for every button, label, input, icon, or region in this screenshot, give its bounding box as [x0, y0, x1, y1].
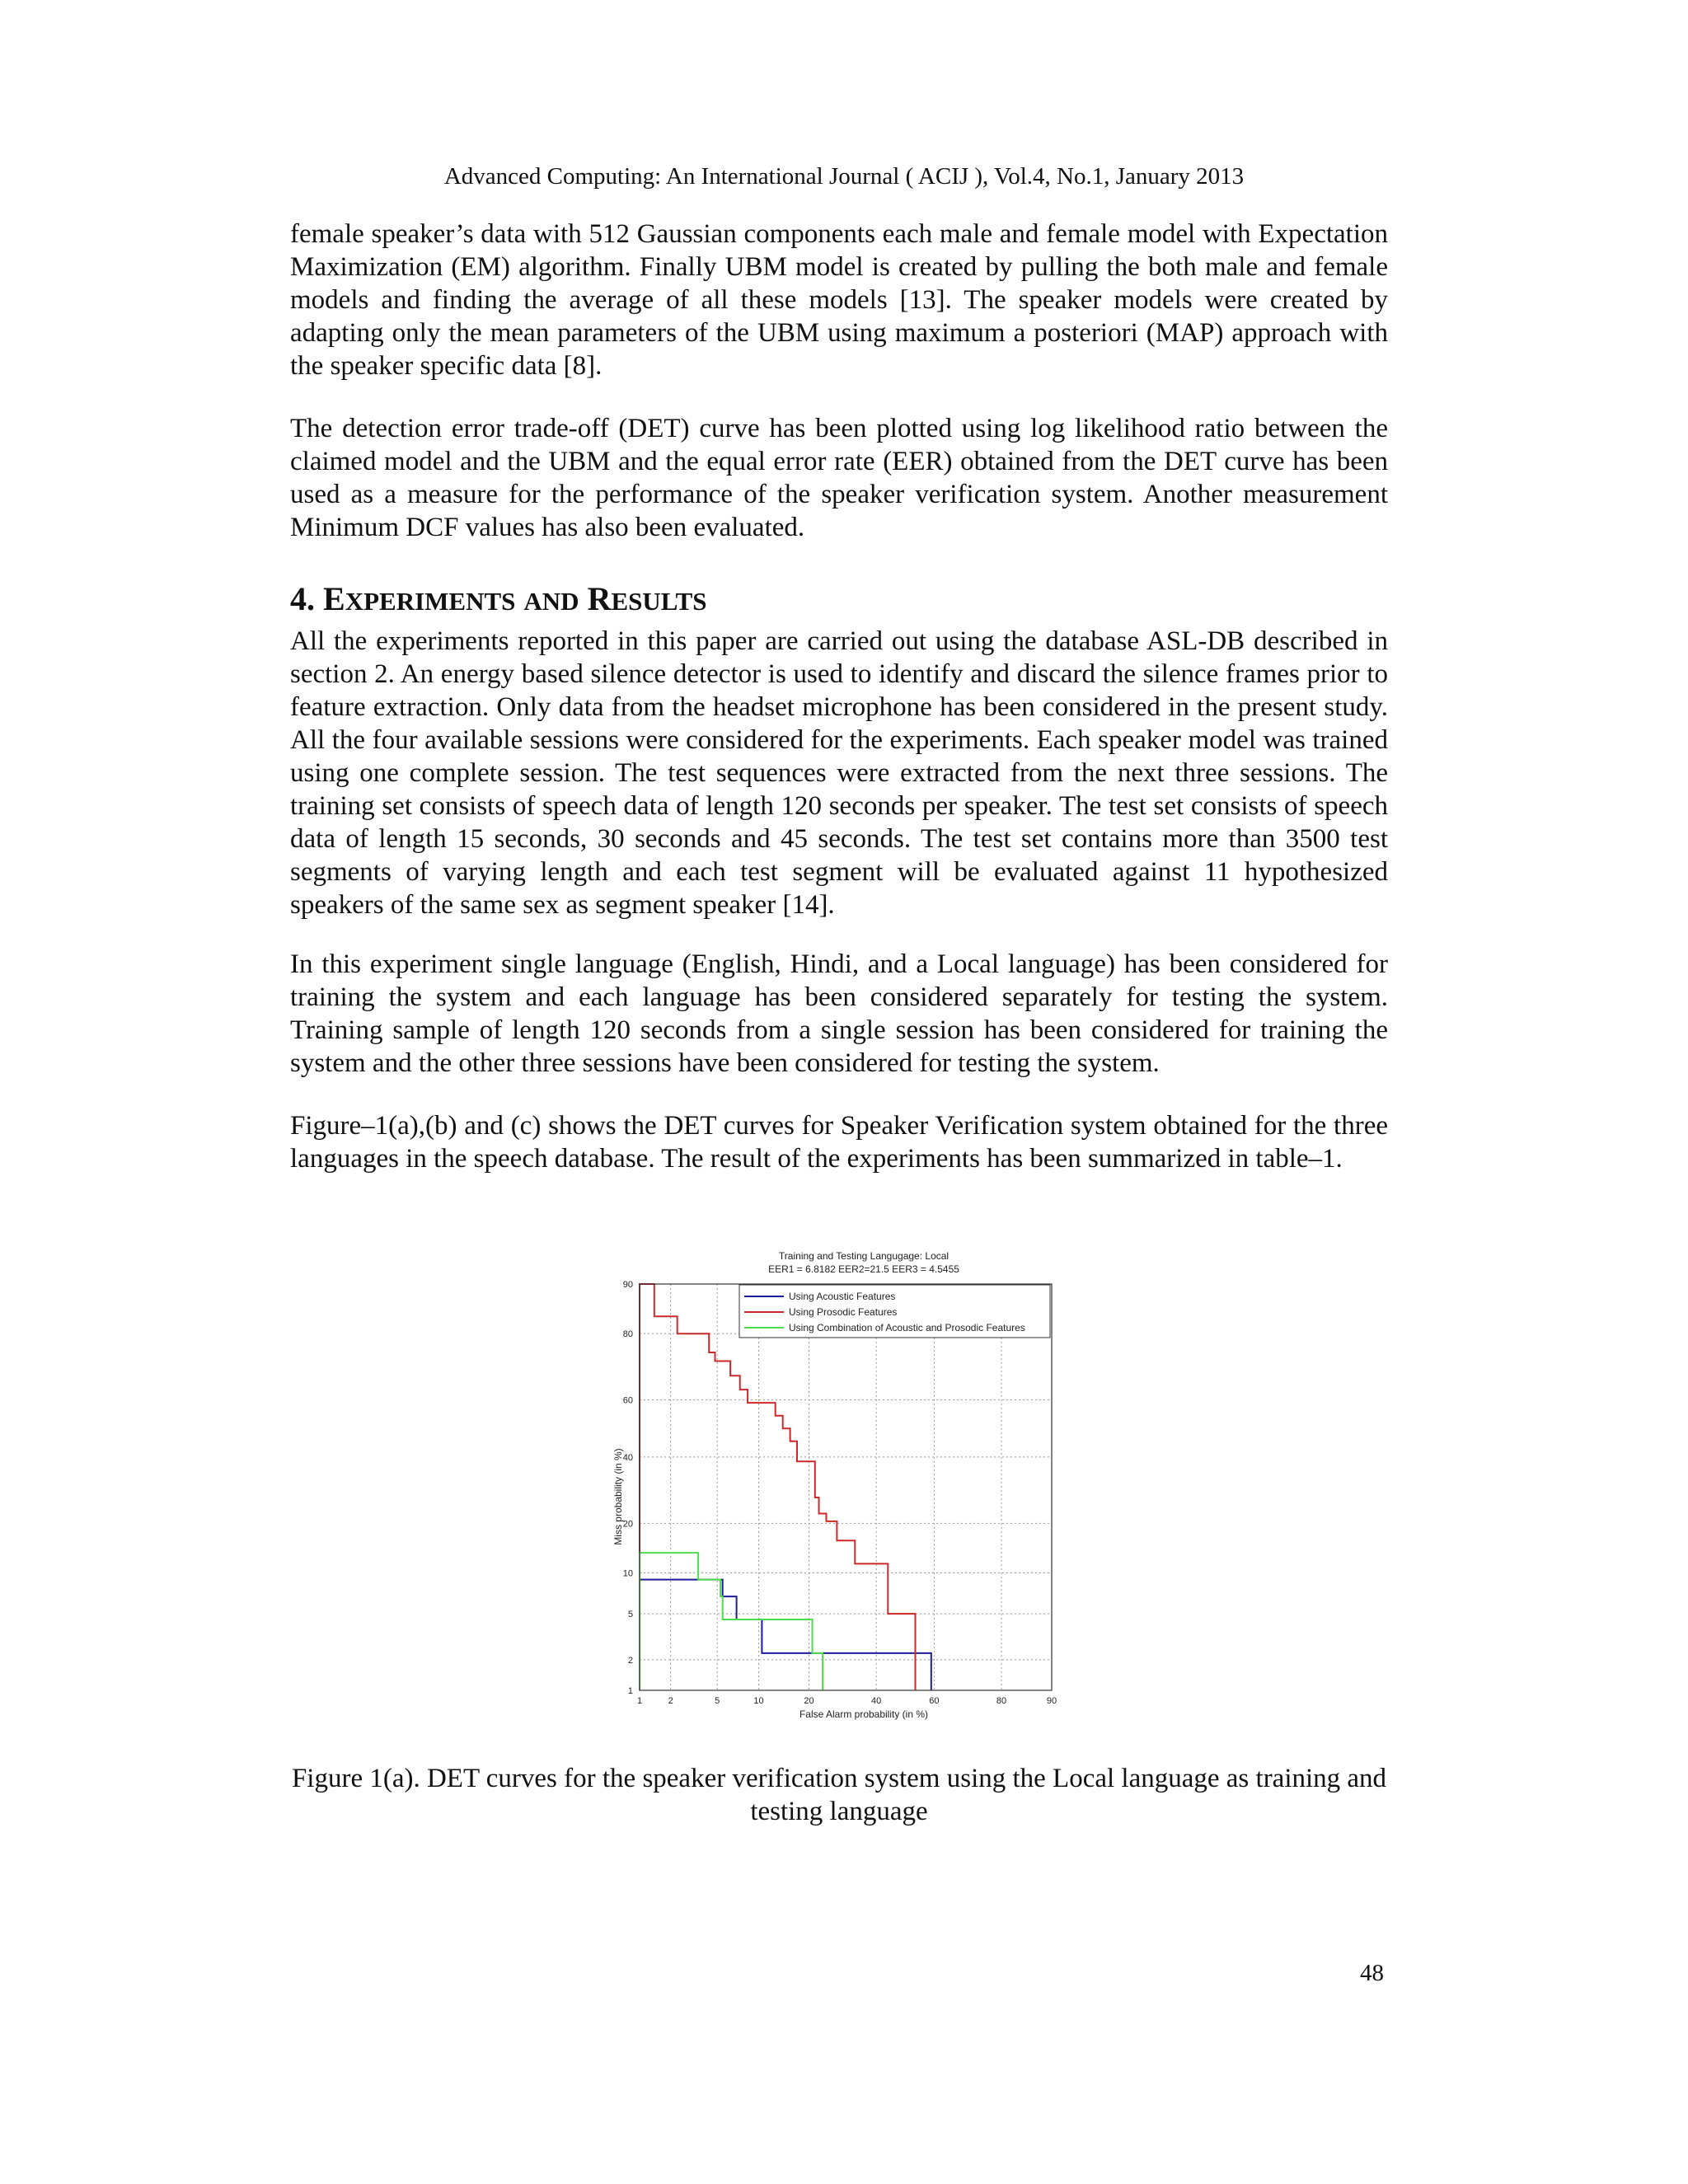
x-tick-label: 90	[1046, 1696, 1057, 1706]
figure-caption: Figure 1(a). DET curves for the speaker verification system using the Local language as training and testing language	[291, 1764, 1387, 1826]
y-tick-label: 20	[622, 1519, 633, 1530]
y-tick-label: 60	[622, 1395, 633, 1406]
y-tick-label: 5	[627, 1610, 633, 1620]
y-tick-label: 1	[627, 1686, 633, 1696]
x-tick-label: 80	[996, 1696, 1007, 1706]
paragraph-single-language	[290, 948, 1388, 1080]
y-tick-label: 40	[622, 1452, 633, 1463]
y-axis-label: Miss probability (in %)	[612, 1448, 624, 1545]
x-tick-label: 40	[871, 1696, 882, 1706]
y-tick-label: 80	[622, 1329, 633, 1340]
y-tick-label: 10	[622, 1568, 633, 1579]
paragraph-2: The detection error trade-off (DET) curve has been plotted using log likelihood ratio between the claimed model and the UBM and the equal error rate (EER) obtained from the DET curve has been used as a measure for the performance of the speaker verification system. Another measurement Minimum DCF values has also been evaluated.	[290, 414, 1388, 542]
x-axis-label: False Alarm probability (in %)	[799, 1708, 929, 1720]
paragraph-5: Figure–1(a),(b) and (c) shows the DET curves for Speaker Verification system obtained for the three languages in the speech database. The result of the experiments has been summarized in table–1.	[290, 1111, 1388, 1174]
x-tick-label: 5	[715, 1696, 720, 1706]
legend-label: Using Combination of Acoustic and Prosodic Features	[789, 1322, 1025, 1333]
paragraph-3: All the experiments reported in this paper are carried out using the database ASL-DB described in section 2. An energy based silence detector is used to identify and discard the silence frames prior to feature extraction. Only data from the headset microphone has been considered in the present study. All the four available sessions were considered for the experiments. Each speaker model was trained using one complete session. The test sequences were extracted from the next three sessions. The training set consists of speech data of length 120 seconds per speaker. The test set consists of speech data of length 15 seconds, 30 seconds and 45 seconds. The test set contains more than 3500 test segments of varying length and each test segment will be evaluated against 11 hypothesized speakers of the same sex as segment speaker [14].	[290, 626, 1388, 920]
y-tick-label: 2	[627, 1655, 633, 1666]
paragraph-figure-ref	[290, 1109, 1388, 1175]
section-heading: 4. EXPERIMENTS AND RESULTS	[290, 580, 707, 617]
x-tick-label: 20	[804, 1696, 814, 1706]
paragraph-1: female speaker’s data with 512 Gaussian components each male and female model with Expectation Maximization (EM) algorithm. Finally UBM model is created by pulling the both male and female models and finding the average of all these models [13]. The speaker models were created by adapting only the mean parameters of the UBM using maximum a posteriori (MAP) approach with the speaker specific data [8].	[290, 219, 1388, 381]
chart-title: Training and Testing Langugage: Local	[778, 1250, 950, 1262]
paragraph-experiments	[290, 625, 1388, 921]
x-tick-label: 60	[929, 1696, 940, 1706]
det-figure	[593, 1241, 1076, 1722]
legend-label: Using Acoustic Features	[789, 1291, 896, 1302]
paragraph-intro	[290, 218, 1388, 382]
y-tick-label: 90	[622, 1280, 633, 1290]
det-chart	[593, 1241, 1076, 1722]
chart-subtitle: EER1 = 6.8182 EER2=21.5 EER3 = 4.5455	[768, 1263, 959, 1275]
x-tick-label: 10	[753, 1696, 764, 1706]
x-tick-label: 1	[636, 1696, 643, 1706]
paragraph-det	[290, 412, 1388, 544]
paragraph-4: In this experiment single language (English, Hindi, and a Local language) has been considered for training the system and each language has been considered separately for testing the system. Training sample of length 120 seconds from a single session has been considered for training the system and the other three sessions have been considered for testing the system.	[290, 949, 1388, 1078]
x-tick-label: 2	[668, 1696, 673, 1706]
legend	[739, 1285, 1050, 1338]
page-number: 48	[1360, 1960, 1384, 1986]
running-header: Advanced Computing: An International Journal ( ACIJ ), Vol.4, No.1, January 2013	[443, 163, 1245, 190]
legend-label: Using Prosodic Features	[789, 1306, 898, 1318]
